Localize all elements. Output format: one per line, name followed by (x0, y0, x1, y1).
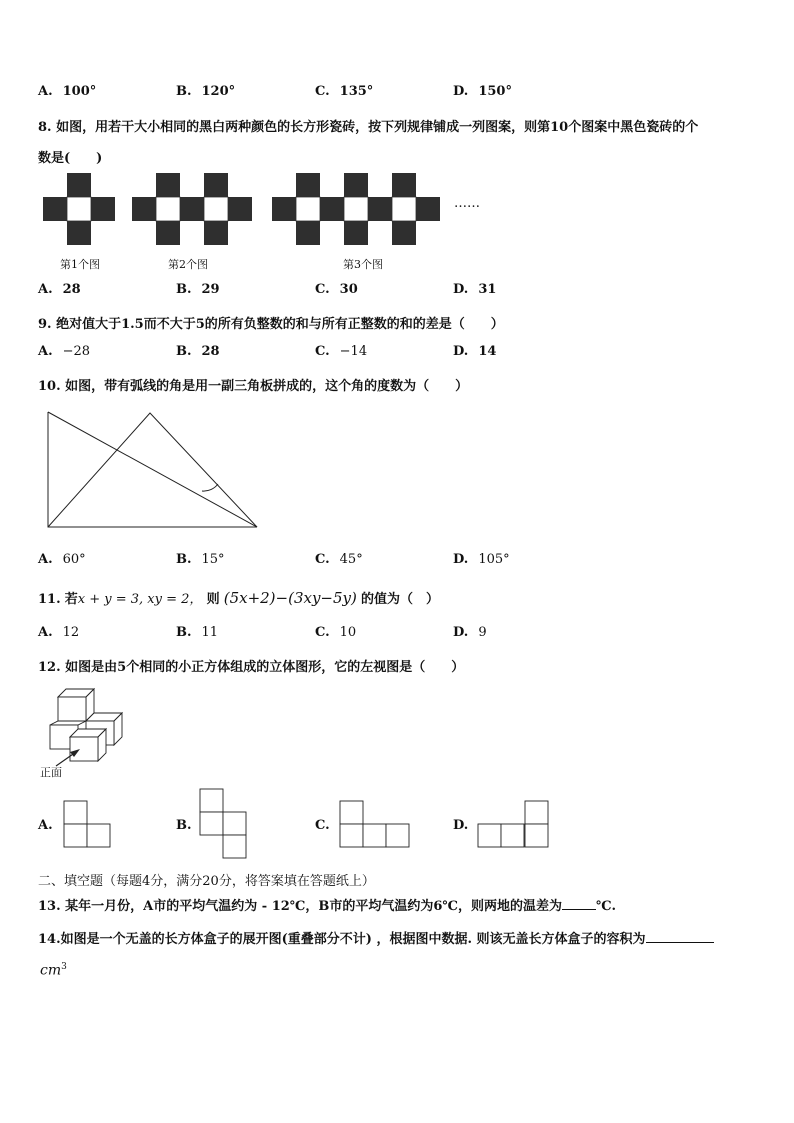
q11-option-c: C. 10 (315, 625, 357, 640)
q8-caption-3: 第3个图 (343, 258, 383, 271)
q14-stem: 14.如图是一个无盖的长方体盒子的展开图(重叠部分不计) ，根据图中数据. 则该无盖长方体盒子的容积为 (38, 928, 714, 947)
q8-stem-line1: 8. 如图，用若干大小相同的黑白两种颜色的长方形瓷砖，按下列规律铺成一列图案，则第10个图案中黑色瓷砖的个 (38, 120, 699, 135)
q13-stem: 13. 某年一月份，A市的平均气温约为 - 12℃，B市的平均气温约为6℃，则两地的温差为 ℃. (38, 899, 617, 914)
q11-option-a: A. 12 (38, 625, 80, 640)
q12-option-d-figure (478, 801, 548, 847)
q12-front-label: 正面 (40, 766, 62, 779)
q10-option-c: C. 45° (315, 552, 363, 567)
q8-ellipsis: …… (454, 196, 480, 211)
q8-option-c: C. 30 (315, 282, 358, 297)
q9-option-b: B. 28 (176, 344, 220, 359)
q11-stem: 11. 若x + y = 3, xy = 2， 则 (5x+2)−(3xy−5y) 的值为（ ） (38, 589, 440, 607)
q10-option-d: D. 105° (453, 552, 510, 567)
q12-option-c: C. (315, 818, 330, 833)
q8-caption-1: 第1个图 (60, 258, 100, 271)
section-2-heading: 二、填空题（每题4分，满分20分，将答案填在答题纸上） (38, 874, 375, 889)
q14-answer-blank[interactable] (646, 942, 714, 943)
q7-option-c: C. 135° (315, 84, 374, 99)
q10-option-b: B. 15° (176, 552, 225, 567)
q8-option-b: B. 29 (176, 282, 220, 297)
q13-answer-blank[interactable] (562, 909, 596, 910)
q10-stem: 10. 如图，带有弧线的角是用一副三角板拼成的，这个角的度数为（ ） (38, 379, 469, 394)
q12-option-c-figure (340, 801, 409, 847)
q8-stem-line2: 数是( ) (38, 151, 103, 166)
q12-option-a-figure (64, 801, 110, 847)
q11-option-d: D. 9 (453, 625, 487, 640)
q11-condition: x + y = 3, xy = 2， (77, 592, 203, 607)
q9-stem: 9. 绝对值大于1.5而不大于5的所有负整数的和与所有正整数的和的差是（ ） (38, 317, 504, 332)
q14-unit: $cm^3$ (40, 962, 67, 979)
q9-option-a: A. −28 (38, 344, 91, 359)
q8-caption-2: 第2个图 (168, 258, 208, 271)
q10-option-a: A. 60° (38, 552, 86, 567)
q12-option-b: B. (176, 818, 192, 833)
q11-expression: (5x+2)−(3xy−5y) (223, 589, 357, 607)
q8-option-d: D. 31 (453, 282, 497, 297)
q12-option-a: A. (38, 818, 53, 833)
q9-option-c: C. −14 (315, 344, 368, 359)
q12-option-b-figure (200, 789, 246, 858)
q8-option-a: A. 28 (38, 282, 81, 297)
q7-option-b: B. 120° (176, 84, 236, 99)
q7-option-d: D. 150° (453, 84, 512, 99)
q12-option-d: D. (453, 818, 469, 833)
q7-option-a: A. 100° (38, 84, 97, 99)
q11-option-b: B. 11 (176, 625, 219, 640)
q9-option-d: D. 14 (453, 344, 497, 359)
q12-stem: 12. 如图是由5个相同的小正方体组成的立体图形，它的左视图是（ ） (38, 660, 465, 675)
